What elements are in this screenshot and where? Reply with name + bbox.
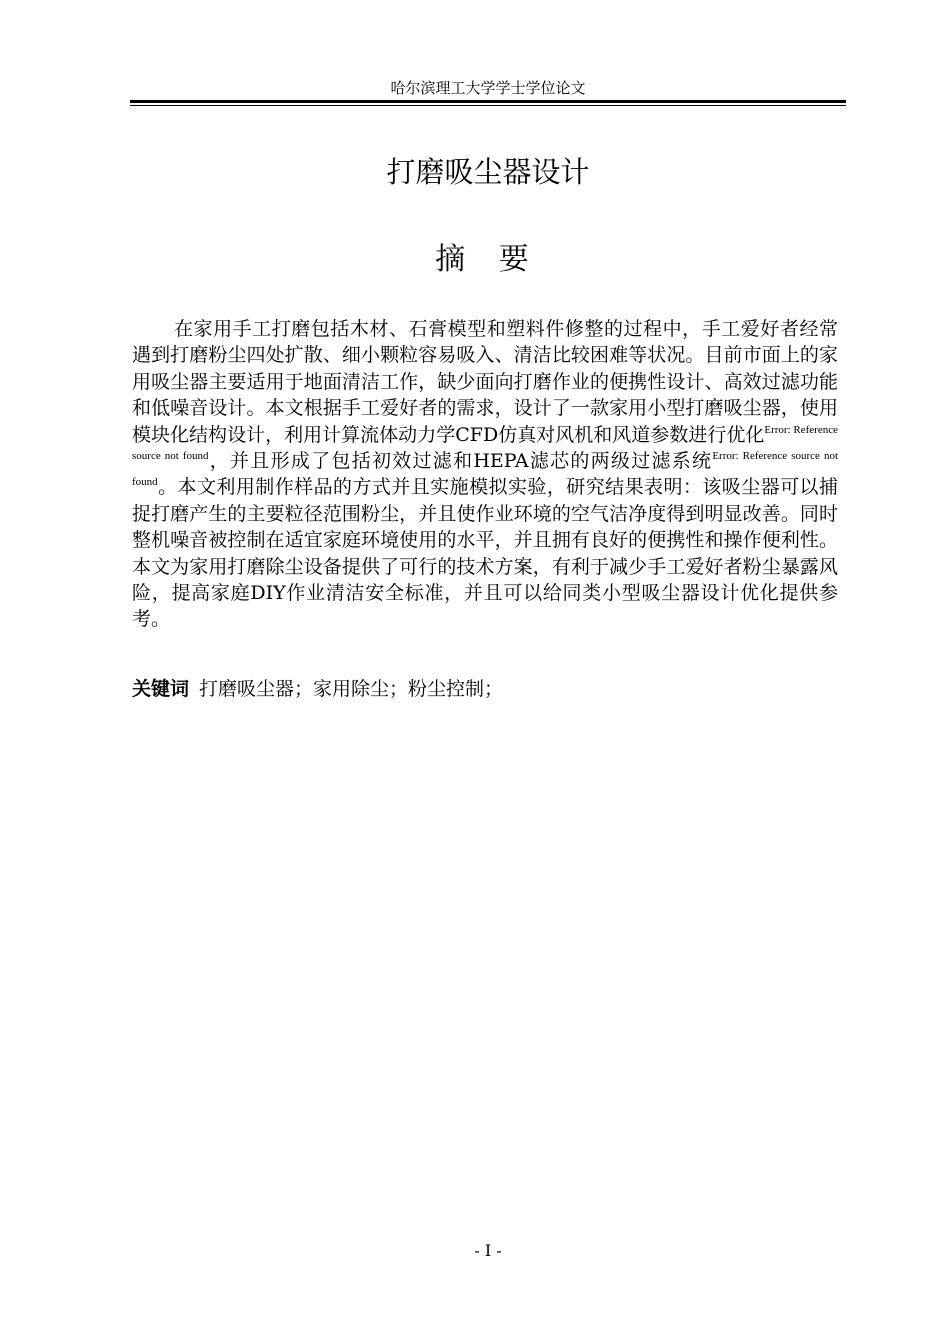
abstract-text-part2: ，并且形成了包括初效过滤和HEPA滤芯的两级过滤系统 <box>208 450 713 473</box>
abstract-heading: 摘 要 <box>435 242 541 277</box>
keywords-label: 关键词 <box>132 678 190 700</box>
header-divider-thick <box>130 100 846 103</box>
keywords-line <box>132 676 838 702</box>
header-divider <box>130 100 846 107</box>
abstract-text-part1: 在家用手工打磨包括木材、石膏模型和塑料件修整的过程中，手工爱好者经常遇到打磨粉尘四处扩散、细小颗粒容易吸入、清洁比较困难等状况。目前市面上的家用吸尘器主要适用于地面清洁工作，缺少面向打磨作业的便携性设计、高效过滤功能和低噪音设计。本文根据手工爱好者的需求，设计了一款家用小型打磨吸尘器，使用模块化结构设计，利用计算流体动力学CFD仿真对风机和风道参数进行优化 <box>132 318 838 446</box>
header-divider-thin <box>130 105 846 106</box>
document-title: 打磨吸尘器设计 <box>386 155 590 189</box>
page-number: - I - <box>474 1241 502 1260</box>
abstract-paragraph <box>132 316 838 633</box>
reference-error-2: Error: Reference source not found <box>132 450 838 489</box>
abstract-text-part3: 。本文利用制作样品的方式并且实施模拟实验，研究结果表明：该吸尘器可以捕捉打磨产生的主要粒径范围粉尘，并且使作业环境的空气洁净度得到明显改善。同时整机噪音被控制在适宜家庭环境使用的水平，并且拥有良好的便携性和操作便利性。本文为家用打磨除尘设备提供了可行的技术方案，有利于减少手工爱好者粉尘暴露风险，提高家庭DIY作业清洁安全标准，并且可以给同类小型吸尘器设计优化提供参考。 <box>132 476 838 631</box>
reference-error-1: Error: Reference source not found <box>132 423 838 463</box>
keywords-value: 打磨吸尘器；家用除尘；粉尘控制； <box>199 678 504 700</box>
running-header: 哈尔滨理工大学学士学位论文 <box>390 79 586 97</box>
